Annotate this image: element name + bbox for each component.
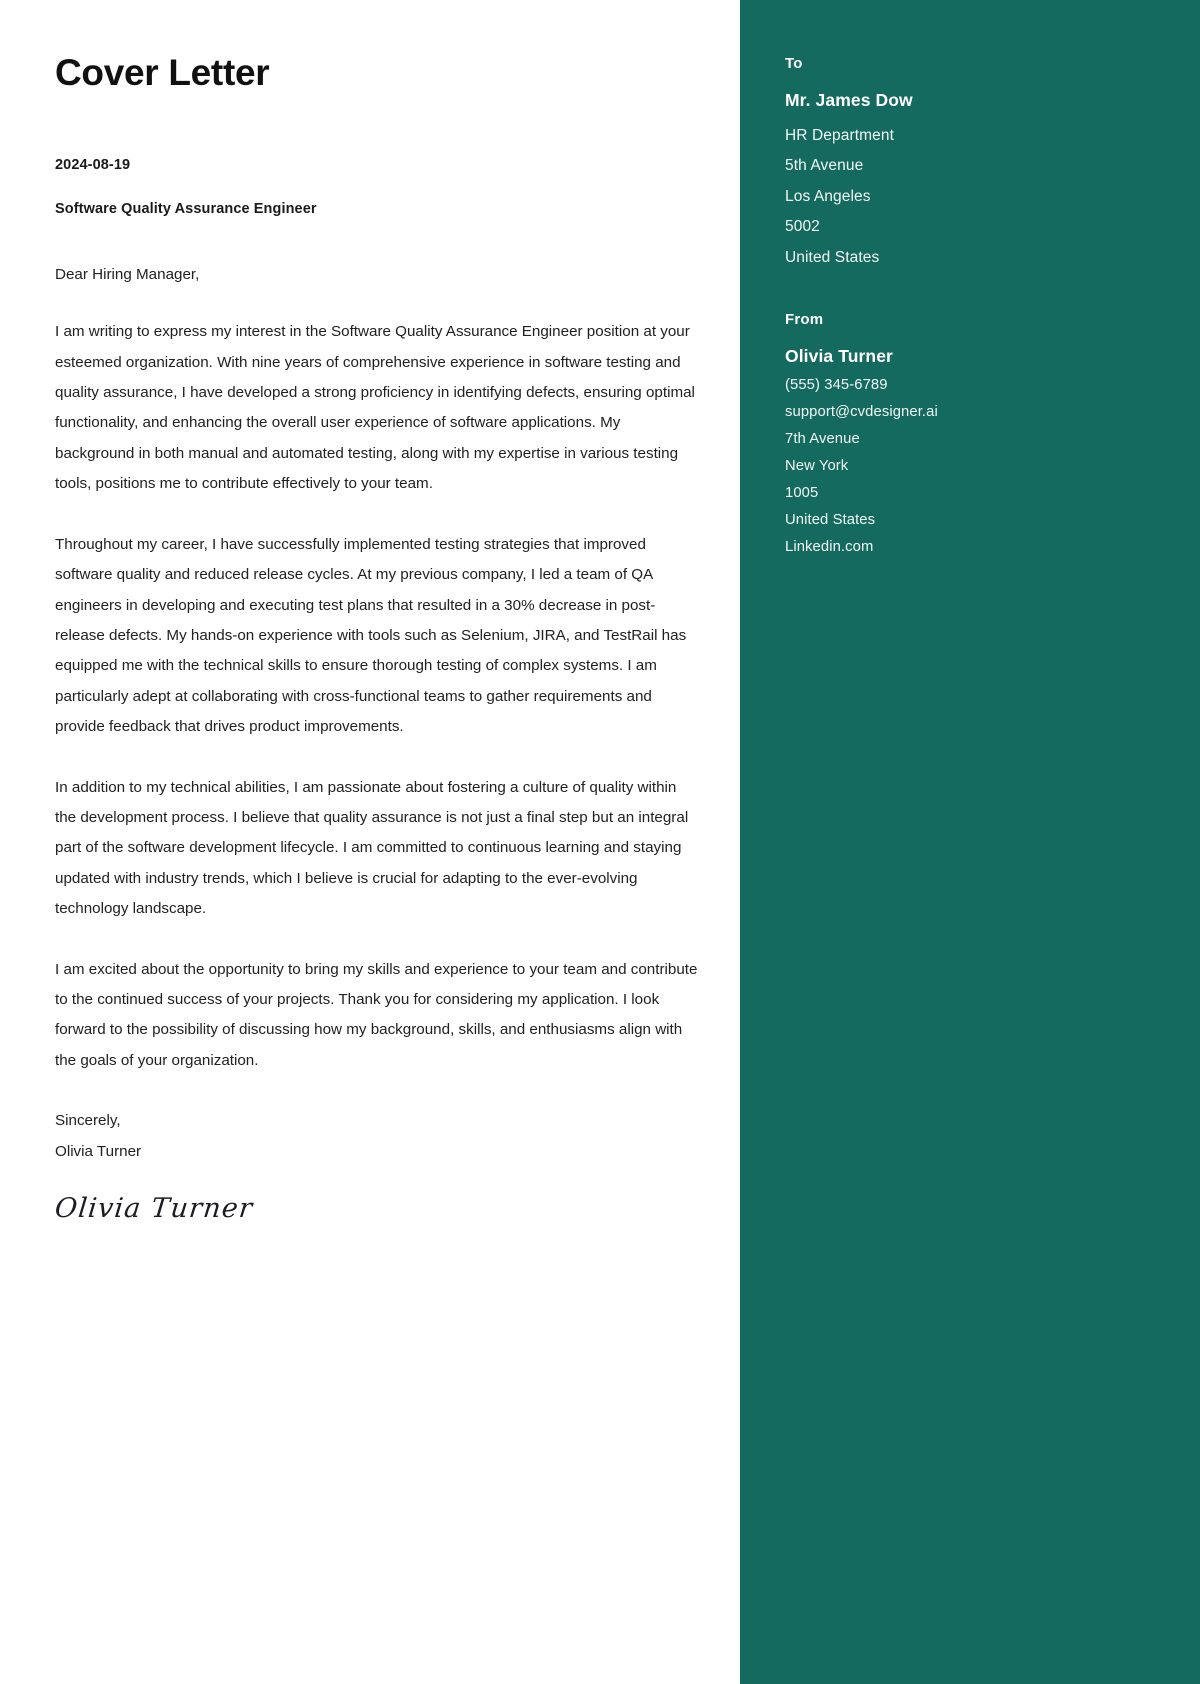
- contact-sidebar: [740, 0, 1200, 1684]
- sender-name: Olivia Turner: [55, 1142, 142, 1160]
- valediction: Sincerely,: [55, 1112, 121, 1130]
- sender-phone: (555) 345-6789: [785, 377, 888, 394]
- letter-meta: [55, 157, 700, 217]
- sender-city: New York: [785, 458, 849, 475]
- recipient-name: Mr. James Dow: [785, 90, 913, 110]
- recipient-line: 5002: [785, 218, 820, 236]
- recipient-line: HR Department: [785, 126, 894, 144]
- body-paragraph-1: I am writing to express my interest in the Software Quality Assurance Engineer position at your esteemed organization. With nine years of comprehensive experience in software testing and quality assurance, I have developed a strong proficiency in identifying defects, ensuring optimal functionality, and enhancing the overall user experience of software applications. My background in both manual and automated testing, along with my expertise in various testing tools, positions me to contribute effectively to your team.: [55, 323, 695, 493]
- recipient-line: 5th Avenue: [785, 157, 864, 175]
- letter-date: 2024-08-19: [55, 156, 131, 173]
- sender-block: [785, 311, 1160, 561]
- sender-postcode: 1005: [785, 485, 819, 502]
- sender-website[interactable]: Linkedin.com: [785, 539, 874, 556]
- page-title: Cover Letter: [55, 52, 270, 93]
- letter-body: [55, 317, 700, 1076]
- body-paragraph-3: In addition to my technical abilities, I am passionate about fostering a culture of quality within the development process. I believe that quality assurance is not just a final step but an integral part of the software development lifecycle. I am committed to continuous learning and staying updated with industry trends, which I believe is crucial for adapting to the ever-evolving technology landscape.: [55, 778, 689, 918]
- letter-closing: [55, 1106, 700, 1167]
- recipient-line: United States: [785, 248, 880, 266]
- sender-name: Olivia Turner: [785, 346, 893, 367]
- body-paragraph-4: I am excited about the opportunity to bring my skills and experience to your team and contribute to the continued success of your projects. Thank you for considering my application. I look forward to the possibility of discussing how my background, skills, and enthusiasms align with the goals of your organization.: [55, 960, 698, 1069]
- recipient-heading: To: [785, 55, 803, 72]
- sender-country: United States: [785, 512, 876, 529]
- sender-email: support@cvdesigner.ai: [785, 404, 938, 421]
- recipient-block: [785, 55, 1160, 273]
- job-title: Software Quality Assurance Engineer: [55, 200, 317, 217]
- body-paragraph-2: Throughout my career, I have successfully implemented testing strategies that improved software quality and reduced release cycles. At my previous company, I led a team of QA engineers in developing and executing test plans that resulted in a 30% decrease in post-release defects. My hands-on experience with tools such as Selenium, JIRA, and TestRail has equipped me with the technical skills to ensure thorough testing of complex systems. I am particularly adept at collaborating with cross-functional teams to gather requirements and provide feedback that drives product improvements.: [55, 535, 687, 736]
- salutation: Dear Hiring Manager,: [55, 265, 200, 283]
- recipient-line: Los Angeles: [785, 187, 871, 205]
- signature: Olivia Turner: [53, 1193, 255, 1225]
- sender-street: 7th Avenue: [785, 431, 860, 448]
- sender-heading: From: [785, 311, 824, 329]
